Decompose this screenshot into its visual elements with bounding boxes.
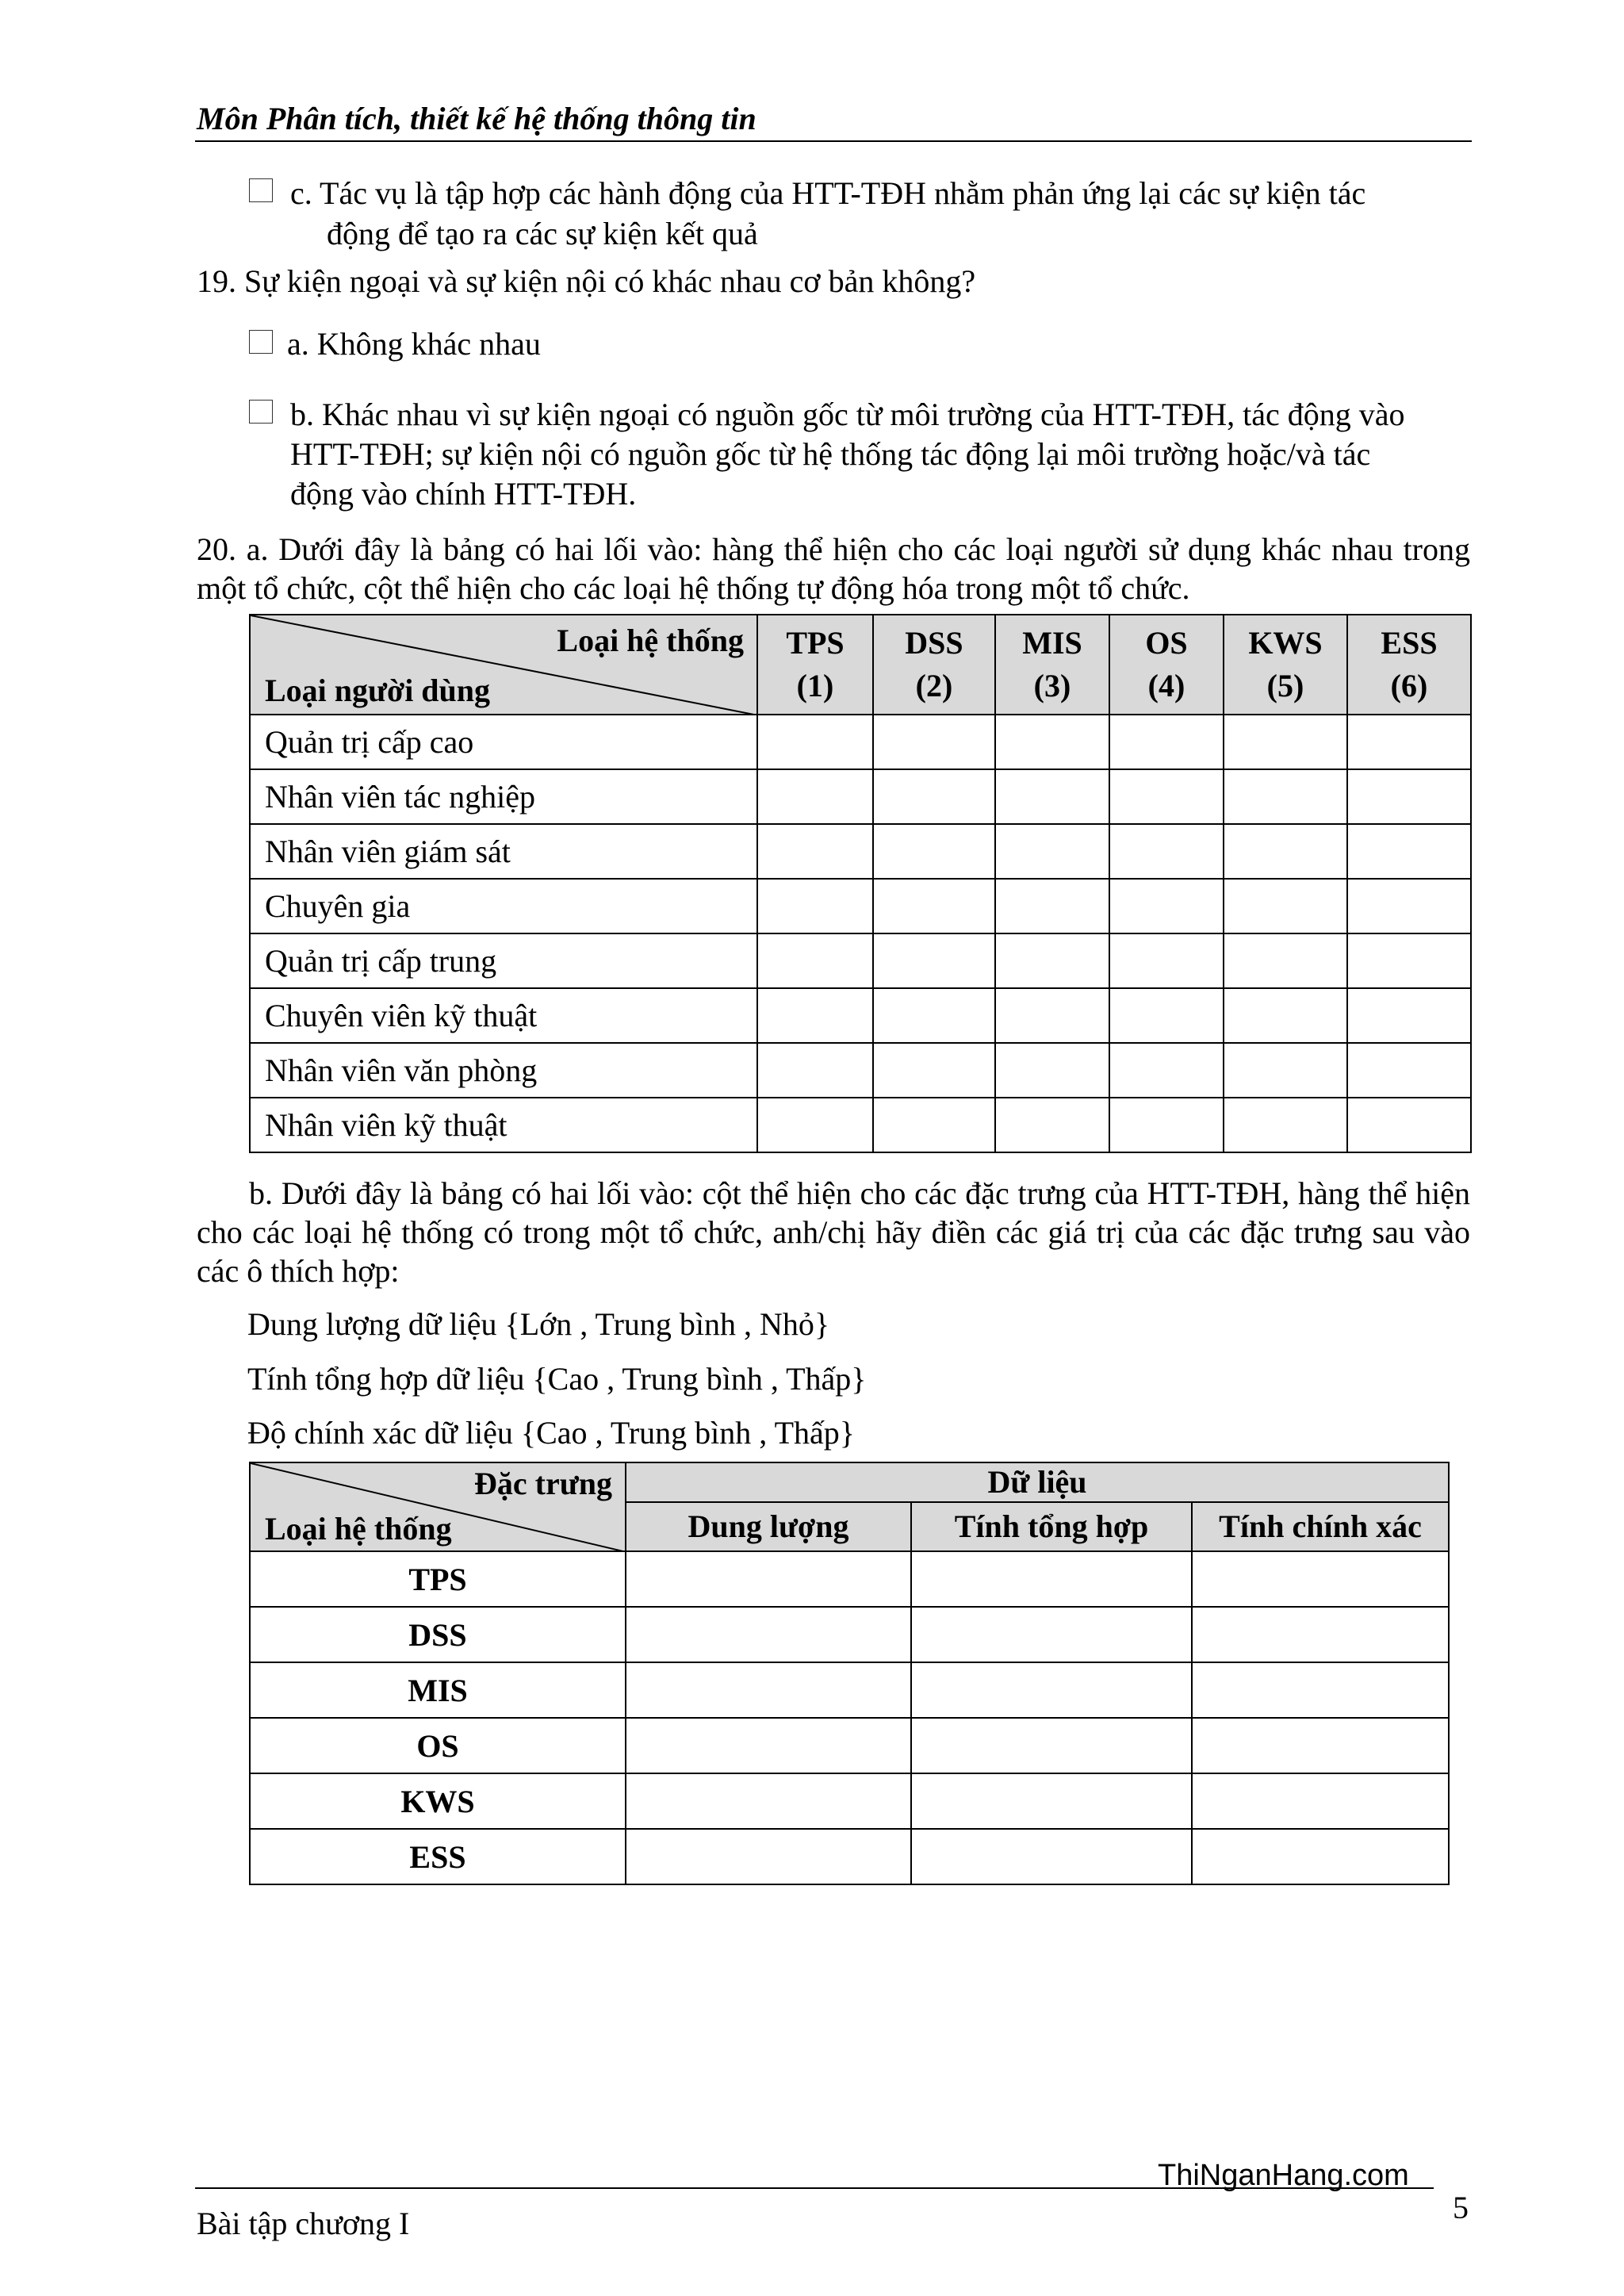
answer-cell[interactable] [626,1829,911,1884]
table-row [250,769,1471,824]
answer-cell[interactable] [873,879,995,933]
row-label: Chuyên gia [250,879,757,933]
answer-cell[interactable] [1347,824,1471,879]
watermark-link[interactable]: ThiNganHang.com [1158,2159,1409,2192]
row-label: Nhân viên giám sát [250,824,757,879]
answer-cell[interactable] [873,715,995,769]
checkbox-q18-c[interactable] [249,178,273,202]
page-number: 5 [1453,2190,1469,2225]
answer-cell[interactable] [757,1098,873,1152]
answer-cell[interactable] [873,824,995,879]
answer-cell[interactable] [995,769,1109,824]
answer-cell[interactable] [911,1773,1192,1829]
answer-cell[interactable] [1109,933,1224,988]
table-row [250,715,1471,769]
answer-cell[interactable] [873,769,995,824]
answer-cell[interactable] [1192,1773,1449,1829]
answer-cell[interactable] [873,1098,995,1152]
col-header: ESS (6) [1347,615,1471,715]
checkbox-q19-b[interactable] [249,400,273,424]
answer-cell[interactable] [1192,1607,1449,1662]
answer-cell[interactable] [1224,879,1347,933]
criterion-aggregation: Tính tổng hợp dữ liệu {Cao , Trung bình , Thấp} [247,1361,867,1397]
table2-corner-cell [250,1462,626,1551]
answer-cell[interactable] [757,715,873,769]
criterion-accuracy: Độ chính xác dữ liệu {Cao , Trung bình , Thấp} [247,1415,855,1451]
answer-cell[interactable] [995,879,1109,933]
answer-cell[interactable] [995,988,1109,1043]
table-row [250,933,1471,988]
answer-cell[interactable] [757,933,873,988]
corner-label-user-type: Loại người dùng [265,673,491,708]
table-row [250,1043,1471,1098]
footer-divider [195,2187,1434,2189]
answer-cell[interactable] [873,933,995,988]
table-row [250,824,1471,879]
answer-cell[interactable] [1347,769,1471,824]
q19-option-b-line1: b. Khác nhau vì sự kiện ngoại có nguồn gốc từ môi trường của HTT-TĐH, tác động vào [290,397,1405,432]
page-header-title: Môn Phân tích, thiết kế hệ thống thông tin [197,101,756,136]
answer-cell[interactable] [1192,1829,1449,1884]
row-label: TPS [250,1551,626,1607]
criterion-capacity: Dung lượng dữ liệu {Lớn , Trung bình , Nhỏ} [247,1306,830,1342]
row-label: Chuyên viên kỹ thuật [250,988,757,1043]
row-label: DSS [250,1607,626,1662]
answer-cell[interactable] [757,769,873,824]
system-characteristics-table [249,1462,1450,1885]
answer-cell[interactable] [1109,715,1224,769]
table-row [250,879,1471,933]
answer-cell[interactable] [911,1607,1192,1662]
answer-cell[interactable] [1192,1551,1449,1607]
answer-cell[interactable] [1224,824,1347,879]
table-row [250,1662,1449,1718]
answer-cell[interactable] [911,1829,1192,1884]
q19-option-b-line2: HTT-TĐH; sự kiện nội có nguồn gốc từ hệ thống tác động lại môi trường hoặc/và tác [290,436,1371,472]
q18-option-c-line1: c. Tác vụ là tập hợp các hành động của HTT-TĐH nhằm phản ứng lại các sự kiện tác [290,175,1366,211]
col-header-aggregation: Tính tổng hợp [911,1502,1192,1551]
table-row [250,1551,1449,1607]
answer-cell[interactable] [1109,1043,1224,1098]
table1-corner-cell [250,615,757,715]
answer-cell[interactable] [1224,715,1347,769]
q19-question: 19. Sự kiện ngoại và sự kiện nội có khác nhau cơ bản không? [197,263,976,299]
answer-cell[interactable] [1347,1098,1471,1152]
answer-cell[interactable] [757,988,873,1043]
col-header-capacity: Dung lượng [626,1502,911,1551]
q19-option-a: a. Không khác nhau [287,326,541,362]
answer-cell[interactable] [757,879,873,933]
answer-cell[interactable] [1109,824,1224,879]
answer-cell[interactable] [1347,933,1471,988]
header-divider [195,140,1472,142]
answer-cell[interactable] [995,1098,1109,1152]
answer-cell[interactable] [1224,933,1347,988]
col-header-accuracy: Tính chính xác [1192,1502,1449,1551]
answer-cell[interactable] [1347,988,1471,1043]
answer-cell[interactable] [1192,1662,1449,1718]
col-header: OS (4) [1109,615,1224,715]
answer-cell[interactable] [1224,1098,1347,1152]
table-row [250,988,1471,1043]
answer-cell[interactable] [1347,1043,1471,1098]
row-label: Quản trị cấp cao [250,715,757,769]
row-label: Nhân viên văn phòng [250,1043,757,1098]
row-label: ESS [250,1829,626,1884]
user-system-table [249,614,1472,1153]
q20b-text: b. Dưới đây là bảng có hai lối vào: cột thể hiện cho các đặc trưng của HTT-TĐH, hàng thể hiện cho các loại hệ thống có trong một tổ chức, anh/chị hãy điền các giá trị của các đặc trưng sau vào các ô thích hợp: [197,1175,1470,1289]
answer-cell[interactable] [626,1662,911,1718]
answer-cell[interactable] [626,1773,911,1829]
data-group-header: Dữ liệu [626,1462,1449,1502]
corner-label-system-type: Loại hệ thống [557,623,744,658]
answer-cell[interactable] [995,824,1109,879]
row-label: Nhân viên tác nghiệp [250,769,757,824]
answer-cell[interactable] [1224,1043,1347,1098]
row-label: KWS [250,1773,626,1829]
table-row [250,1718,1449,1773]
q19-option-b-line3: động vào chính HTT-TĐH. [290,476,637,512]
col-header: MIS (3) [995,615,1109,715]
row-label: Nhân viên kỹ thuật [250,1098,757,1152]
answer-cell[interactable] [1109,988,1224,1043]
answer-cell[interactable] [1109,769,1224,824]
col-header: DSS (2) [873,615,995,715]
answer-cell[interactable] [995,933,1109,988]
answer-cell[interactable] [626,1607,911,1662]
answer-cell[interactable] [757,824,873,879]
answer-cell[interactable] [995,715,1109,769]
footer-chapter-label: Bài tập chương I [197,2206,410,2241]
answer-cell[interactable] [911,1718,1192,1773]
checkbox-q19-a[interactable] [249,330,273,354]
table-row [250,1773,1449,1829]
table-row [250,1829,1449,1884]
q20a-text: 20. a. Dưới đây là bảng có hai lối vào: hàng thể hiện cho các loại người sử dụng khác nhau trong một tổ chức, cột thể hiện cho các loại hệ thống tự động hóa trong một tổ chức. [197,531,1470,606]
answer-cell[interactable] [1109,1098,1224,1152]
answer-cell[interactable] [757,1043,873,1098]
answer-cell[interactable] [626,1718,911,1773]
answer-cell[interactable] [873,988,995,1043]
answer-cell[interactable] [911,1662,1192,1718]
row-label: OS [250,1718,626,1773]
corner-label-system-type: Loại hệ thống [265,1511,452,1547]
row-label: Quản trị cấp trung [250,933,757,988]
q18-option-c-line2: động để tạo ra các sự kiện kết quả [327,216,758,251]
col-header: TPS (1) [757,615,873,715]
answer-cell[interactable] [1347,715,1471,769]
answer-cell[interactable] [873,1043,995,1098]
answer-cell[interactable] [1224,769,1347,824]
answer-cell[interactable] [1109,879,1224,933]
answer-cell[interactable] [995,1043,1109,1098]
answer-cell[interactable] [1224,988,1347,1043]
row-label: MIS [250,1662,626,1718]
table-row [250,1607,1449,1662]
answer-cell[interactable] [626,1551,911,1607]
col-header: KWS (5) [1224,615,1347,715]
answer-cell[interactable] [1347,879,1471,933]
corner-label-characteristic: Đặc trưng [474,1466,612,1501]
table-row [250,1098,1471,1152]
answer-cell[interactable] [911,1551,1192,1607]
answer-cell[interactable] [1192,1718,1449,1773]
